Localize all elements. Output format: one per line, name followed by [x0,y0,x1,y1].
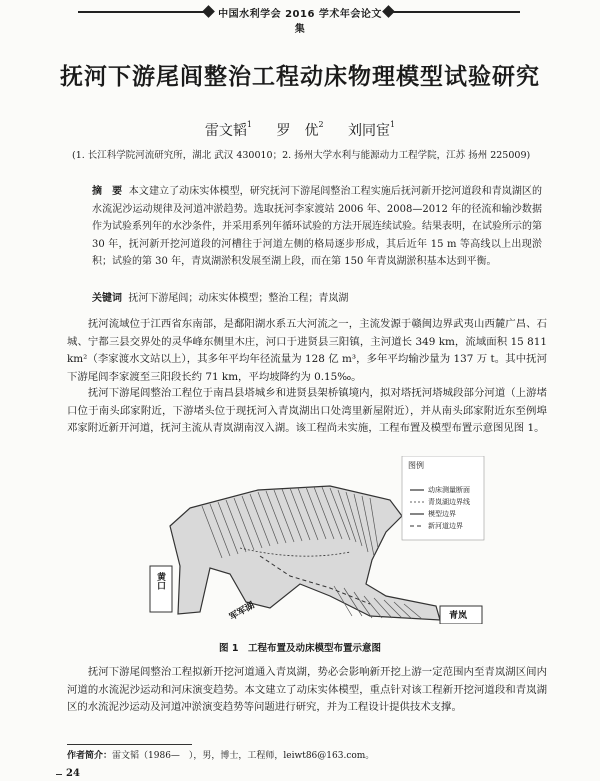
footnote-text: 雷文韬（1986— ），男，博士，工程师，leiwt86@163.com。 [112,751,375,761]
page-number-dash [56,774,62,775]
figure-1 [140,456,485,624]
keywords-label: 关键词 [92,293,122,304]
body-paragraph: 抚河下游尾闾整治工程位于南昌县塔城乡和进贤县架桥镇境内，拟对塔抚河塔城段部分河道（上游堵口位于南头邱家附近，下游堵头位于现抚河入青岚湖出口处湾里新屋附近），并从南头邱家附近东至例埠邓家附近新开河道，抚河主流从青岚湖南汊入湖。该工程尚未实施，工程布置及模型布置示意图见图 1。 [67,387,547,435]
author: 罗 优$^2$ [276,120,324,139]
footnote [67,748,374,761]
legend-item: 动床测量断面 [428,486,470,494]
footnote-label: 作者简介： [67,751,113,761]
abstract [92,183,542,271]
legend-item: 模型边界 [428,510,456,518]
page-number: 24 [66,768,80,779]
model-layout-diagram [140,456,485,624]
legend-item: 新河道边界 [428,522,463,530]
body-paragraph: 抚河流域位于江西省东南部，是鄱阳湖水系五大河流之一，主流发源于赣闽边界武夷山西麓广昌、石城、宁都三县交界处的灵华峰东侧里木庄，河口于进贤县三阳镇，主河道长 349 km，流域面积 15 811 km²（李家渡水文站以上），其多年平均年径流量为 128 亿 m³，多年平均输沙量为 137 万 t。其中抚河下游尾闾李家渡至三阳段长约 71 km，平均坡降约为 0.15‰。 [67,318,547,383]
header-rule-left [78,11,206,13]
affiliations: (1. 长江科学院河流研究所，湖北 武汉 430010；2. 扬州大学水利与能源动力工程学院，江苏 扬州 225009) [72,150,531,161]
inlet-label: 黄口 [155,572,165,590]
running-title: 中国水利学会 2016 学术年会论文集 [218,9,382,35]
legend-item: 青岚湖边界线 [428,498,470,506]
header-rule-right [388,11,520,13]
body-paragraph: 抚河下游尾闾整治工程拟新开挖河道通入青岚湖，势必会影响新开挖上游一定范围内至青岚湖区间内河道的水流泥沙运动和河床演变趋势。本文建立了动床实体模型，重点针对该工程新开挖河道段和青岚湖区的水流泥沙运动及河道冲淤演变趋势等问题进行研究，并为工程设计提供技术支撑。 [67,666,547,714]
footnote-rule [67,744,192,745]
header-diamond-left [202,5,215,18]
running-header [0,4,600,35]
author-list [0,120,600,140]
legend-title: 图例 [408,461,424,470]
lake-label: 军军湖 [228,600,257,623]
author: 雷文韬$^1$ [204,120,252,139]
abstract-label: 摘 要 [92,186,123,197]
figure-caption: 图 1 工程布置及动床模型布置示意图 [219,643,381,654]
abstract-text: 本文建立了动床实体模型，研究抚河下游尾闾整治工程实施后抚河新开挖河道段和青岚湖区的水流泥沙运动规律及河道冲淤趋势。选取抚河李家渡站 2006 年、2008—2012 年的径流和输沙数据作为试验系列年的水沙条件，并采用系列年循环试验的方法开展连续试验。结果表明，在试验所示的第 30 年，抚河新开挖河道段的河槽往于河道左侧的格局逐步形成，其后近年 15 m 等高线以上出现淤积；试验的第 30 年，青岚湖淤积发展至湖上段，而在第 150 年青岚湖淤积基本达到平衡。 [92,186,543,268]
keywords-text: 抚河下游尾闾；动床实体模型；整治工程；青岚湖 [128,293,349,304]
paper-title: 抚河下游尾闾整治工程动床物理模型试验研究 [60,64,540,90]
outlet-label: 青岚 [449,611,468,621]
author: 刘同宦$^1$ [348,120,396,139]
keywords [92,289,542,304]
